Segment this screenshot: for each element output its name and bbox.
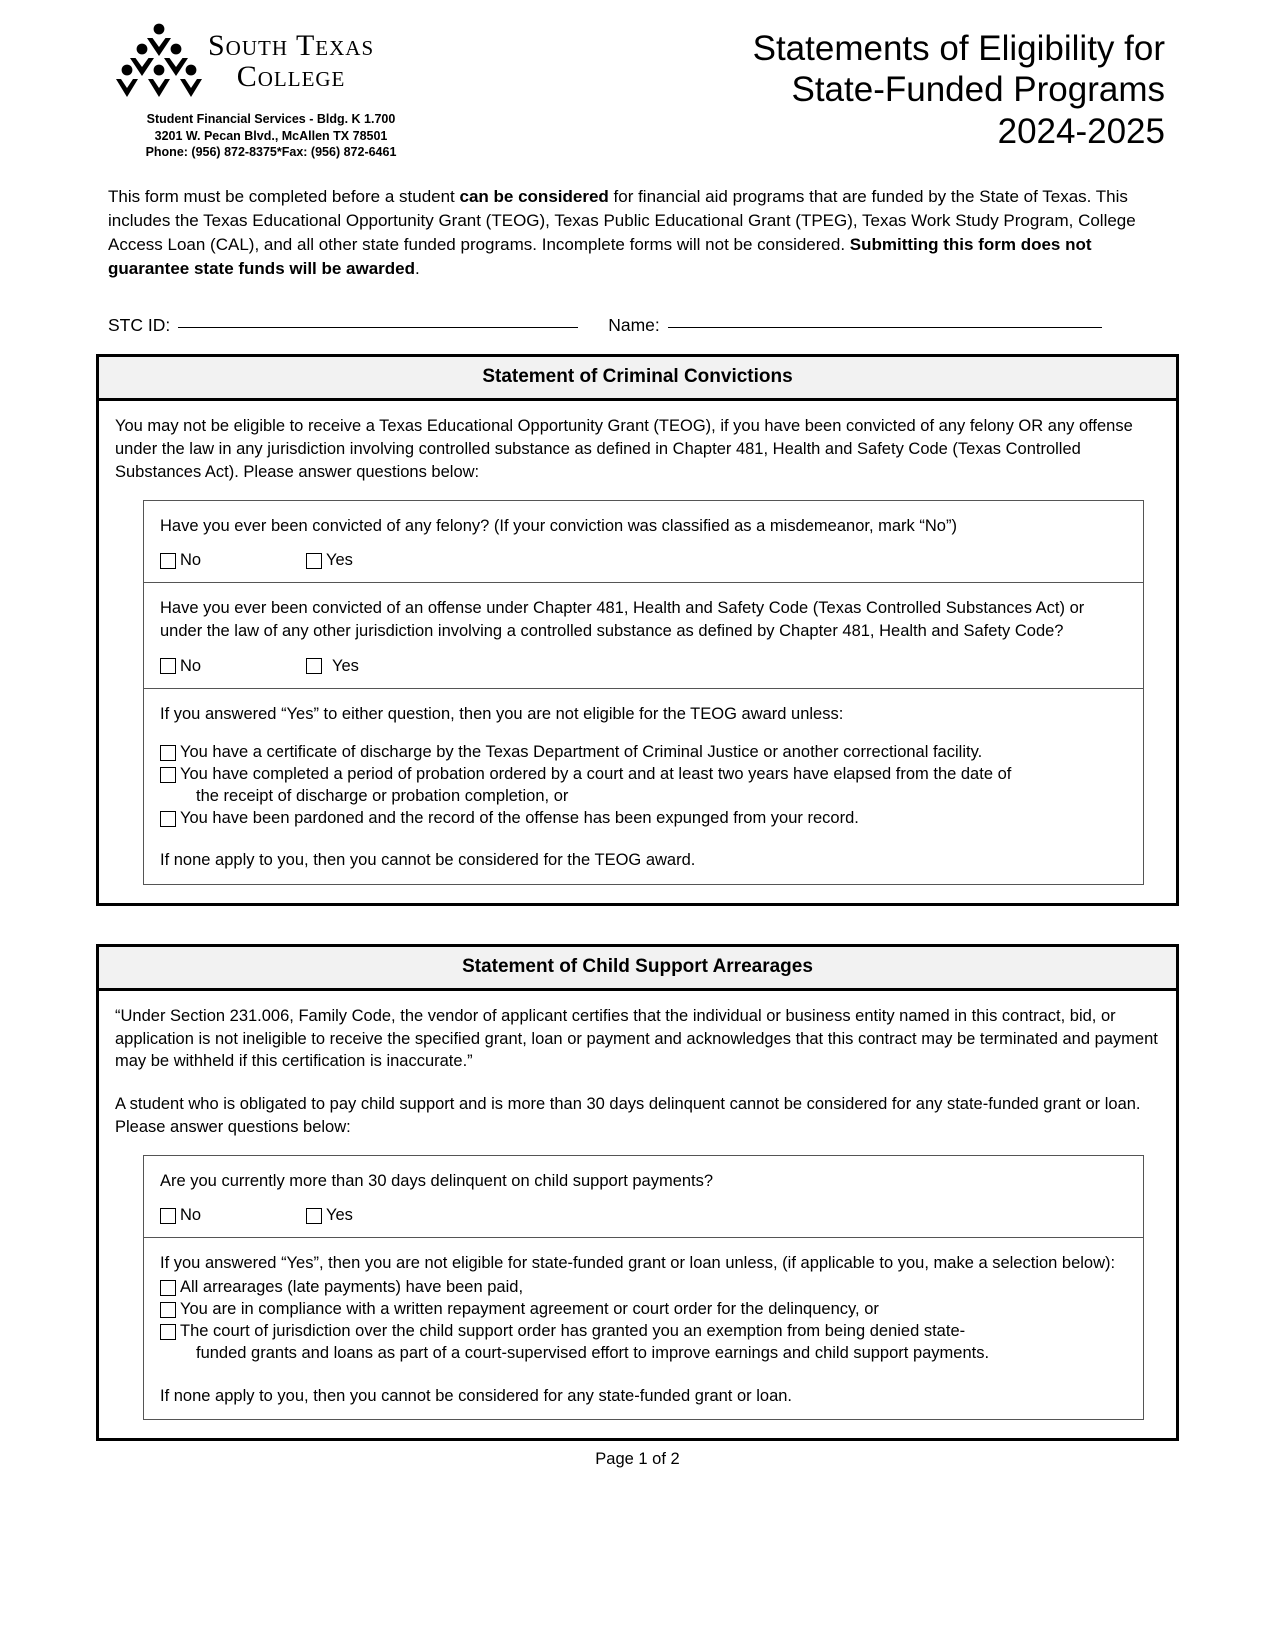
criminal-q3-option[interactable] [160, 764, 1127, 808]
south-texas-college-logo-icon [116, 22, 202, 102]
child-support-q2-option[interactable] [160, 1321, 1127, 1365]
criminal-question-2 [144, 583, 1143, 689]
criminal-intro-text: You may not be eligible to receive a Texas Educational Opportunity Grant (TEOG), if you have been convicted of any felony OR any offense under the law in any jurisdiction involving controlled substance as defined in Chapter 481, Health and Safety Code (Texas Controlled Substances Act). Please answer questions below: [115, 417, 1133, 481]
logo-line-2: College [236, 60, 346, 93]
criminal-q1-no-option[interactable] [160, 551, 306, 570]
page-footer [0, 1450, 1275, 1469]
checkbox-icon[interactable] [160, 658, 176, 674]
address-line-3: Phone: (956) 872-8375*Fax: (956) 872-6461 [145, 145, 397, 160]
child-support-q2-lead: If you answered “Yes”, then you are not eligible for state-funded grant or loan unless, (if applicable to you, make a selection below): [160, 1254, 1116, 1273]
page-title [448, 14, 1167, 152]
child-support-quote: “Under Section 231.006, Family Code, the vendor of applicant certifies that the individual or business entity named in this contract, bid, or application is not ineligible to receive the specified grant, loan or payment and acknowledges that this contract may be terminated and payment may be withheld if this certification is inaccurate.” [115, 1006, 1158, 1071]
criminal-q3-closing: If none apply to you, then you cannot be considered for the TEOG award. [160, 851, 696, 870]
checkbox-icon[interactable] [160, 1302, 176, 1318]
child-support-q1-text: Are you currently more than 30 days delinquent on child support payments? [160, 1171, 714, 1190]
child-support-q2-option-label [180, 1321, 1127, 1365]
checkbox-icon[interactable] [306, 1208, 322, 1224]
criminal-q1-yes-label: Yes [326, 551, 353, 570]
child-support-q2-option-continuation: funded grants and loans as part of a court-supervised effort to improve earnings and child support payments. [196, 1343, 990, 1362]
section-child-support-body [99, 991, 1176, 1438]
criminal-q2-yes-option[interactable] [306, 657, 359, 676]
criminal-q1-text: Have you ever been convicted of any felony? (If your conviction was classified as a misdemeanor, mark “No”) [160, 516, 957, 535]
checkbox-icon[interactable] [160, 767, 176, 783]
checkbox-icon[interactable] [160, 745, 176, 761]
criminal-q3-option-label: You have been pardoned and the record of the offense has been expunged from your record. [180, 808, 859, 827]
child-support-question-1 [144, 1156, 1143, 1239]
stc-id-label: STC ID: [108, 315, 171, 336]
criminal-q3-option-label: You have a certificate of discharge by the Texas Department of Criminal Justice or another correctional facility. [180, 742, 983, 761]
section-child-support-arrearages [96, 944, 1179, 1441]
child-support-q1-no-option[interactable] [160, 1206, 306, 1225]
criminal-q1-yes-option[interactable] [306, 551, 353, 570]
section-criminal-heading: Statement of Criminal Convictions [99, 357, 1176, 401]
child-support-eligibility-exceptions [144, 1238, 1143, 1419]
page-number-label: Page 1 of 2 [595, 1450, 680, 1468]
child-support-q1-yes-option[interactable] [306, 1206, 353, 1225]
checkbox-icon[interactable] [160, 1280, 176, 1296]
checkbox-icon[interactable] [160, 553, 176, 569]
logo-wordmark [208, 31, 374, 92]
criminal-q2-text: Have you ever been convicted of an offense under Chapter 481, Health and Safety Code (Texas Controlled Substances Act) or under the law of any other jurisdiction involving a controlled substance as defined by Chapter 481, Health and Safety Code? [160, 599, 1085, 641]
child-support-q1-answers [160, 1206, 1127, 1225]
name-input[interactable] [668, 327, 1102, 328]
address-line-1: Student Financial Services - Bldg. K 1.700 [146, 112, 396, 126]
checkbox-icon[interactable] [306, 658, 322, 674]
checkbox-icon[interactable] [160, 811, 176, 827]
logo-line-1: South Texas [208, 29, 375, 63]
logo [116, 22, 448, 102]
child-support-q2-option-label: All arrearages (late payments) have been paid, [180, 1278, 524, 1297]
intro-part-1: This form must be completed before a student [108, 186, 460, 206]
office-address [116, 111, 426, 161]
child-support-q1-no-label: No [180, 1206, 202, 1225]
criminal-question-table [143, 500, 1144, 885]
child-support-q1-yes-label: Yes [326, 1206, 353, 1225]
address-line-2: 3201 W. Pecan Blvd., McAllen TX 78501 [154, 128, 388, 143]
intro-bold-1: can be considered [459, 186, 609, 206]
criminal-q3-option-list [160, 742, 1127, 830]
child-support-q2-option[interactable] [160, 1277, 1127, 1299]
criminal-q3-option[interactable] [160, 742, 1127, 764]
section-criminal-body [99, 401, 1176, 902]
checkbox-icon[interactable] [160, 1208, 176, 1224]
page-header [0, 0, 1275, 161]
criminal-q3-option-continuation: the receipt of discharge or probation completion, or [196, 786, 569, 805]
criminal-q3-option[interactable] [160, 808, 1127, 830]
criminal-q1-answers [160, 551, 1127, 570]
child-support-question-table [143, 1155, 1144, 1421]
criminal-q2-answers [160, 657, 1127, 676]
identity-row [108, 315, 1167, 336]
checkbox-icon[interactable] [160, 1324, 176, 1340]
name-label: Name: [608, 315, 660, 336]
intro-bold-2: Submitting this form does not guarantee state funds will be awarded [108, 235, 1092, 279]
child-support-q2-option-list [160, 1277, 1127, 1365]
section-child-support-heading: Statement of Child Support Arrearages [99, 947, 1176, 991]
title-line-1: Statements of Eligibility for [752, 29, 1165, 68]
criminal-q3-option-label [180, 764, 1127, 808]
criminal-q2-yes-label: Yes [332, 656, 359, 675]
child-support-q2-closing: If none apply to you, then you cannot be considered for any state-funded grant or loan. [160, 1386, 793, 1405]
criminal-q3-lead: If you answered “Yes” to either question, then you are not eligible for the TEOG award unless: [160, 704, 844, 723]
child-support-intro-2: A student who is obligated to pay child support and is more than 30 days delinquent cannot be considered for any state-funded grant or loan. Please answer questions below: [115, 1095, 1141, 1136]
child-support-q2-option-label: You are in compliance with a written repayment agreement or court order for the delinquency, or [180, 1300, 879, 1319]
criminal-q2-no-label: No [180, 656, 202, 675]
criminal-q1-no-label: No [180, 551, 202, 570]
title-line-2: State-Funded Programs [791, 70, 1165, 110]
intro-paragraph [108, 185, 1167, 282]
criminal-question-1 [144, 501, 1143, 584]
title-line-3-year: 2024-2025 [997, 111, 1165, 151]
stc-id-input[interactable] [178, 327, 578, 328]
criminal-eligibility-exceptions [144, 689, 1143, 884]
section-criminal-convictions [96, 354, 1179, 905]
checkbox-icon[interactable] [306, 553, 322, 569]
child-support-q2-option[interactable] [160, 1299, 1127, 1321]
criminal-q3-option-main: You have completed a period of probation ordered by a court and at least two years have elapsed from the date of [180, 764, 1012, 783]
criminal-q2-no-option[interactable] [160, 657, 306, 676]
institution-branding [108, 14, 448, 161]
intro-part-3: . [415, 259, 420, 279]
intro-part-2: for financial aid programs that are funded by the State of Texas. This includes the Texas Educational Opportunity Grant (TEOG), Texas Public Educational Grant (TPEG), Texas Work Study Program, College Access Loan (CAL), and all other state funded programs. Incomplete forms will not be considered. [108, 186, 1136, 255]
child-support-q2-option-main: The court of jurisdiction over the child support order has granted you an exemption from being denied state- [180, 1321, 966, 1340]
